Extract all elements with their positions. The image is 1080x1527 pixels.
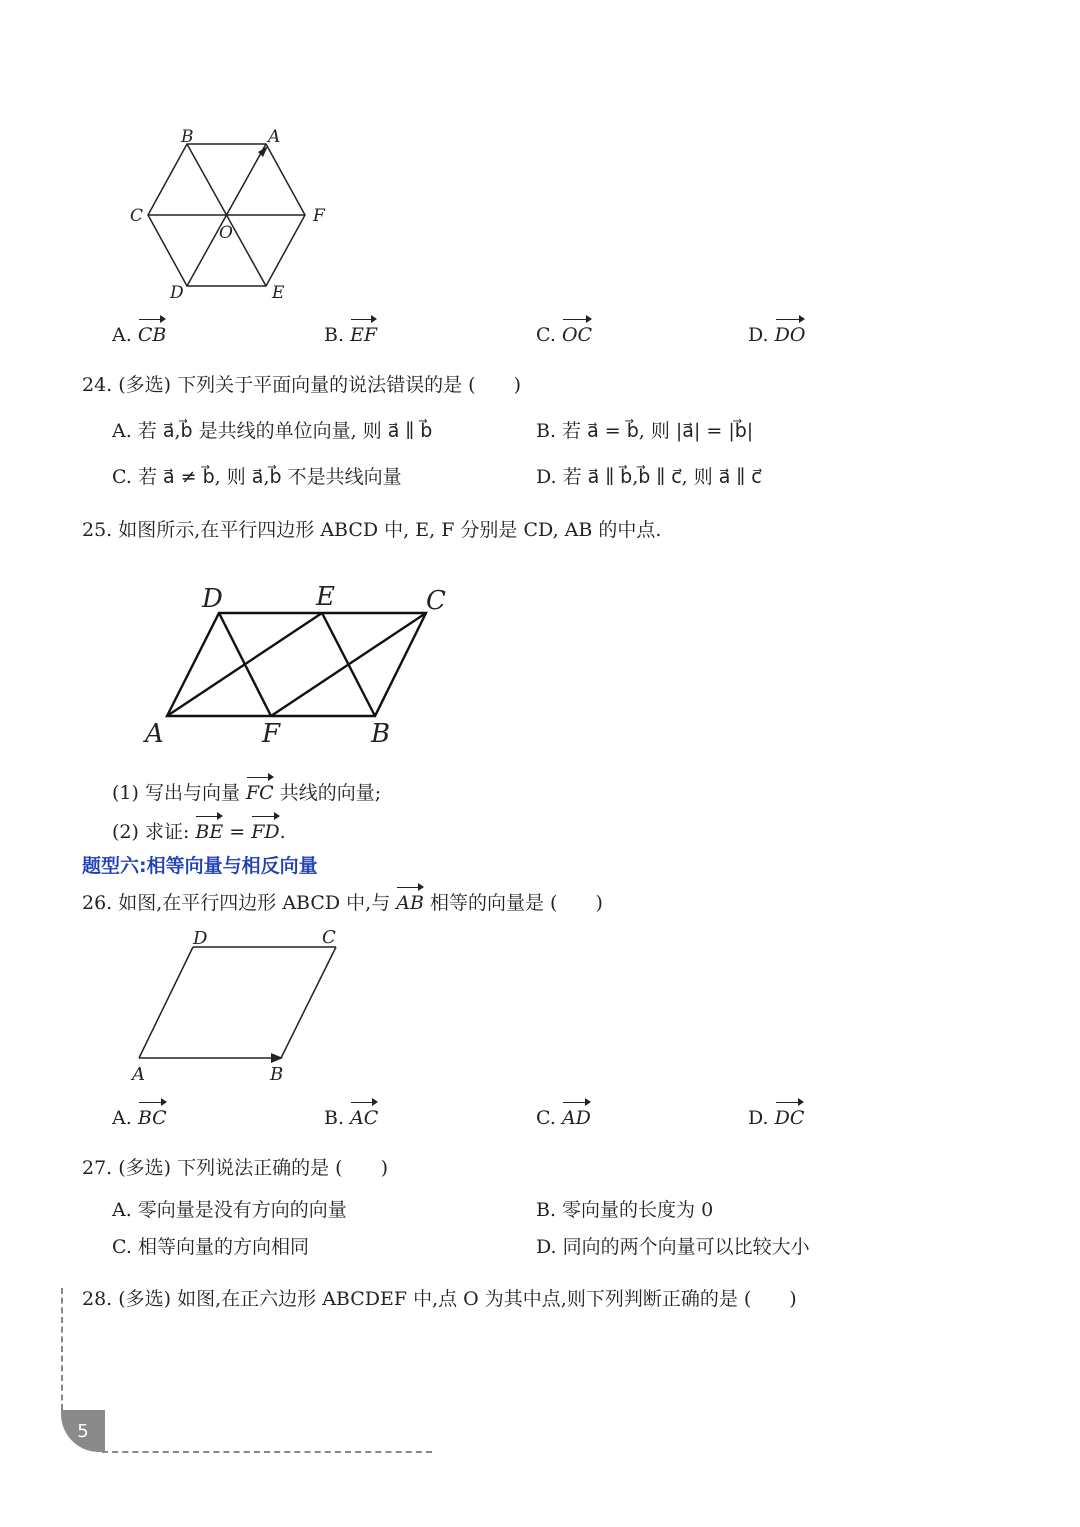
hexagon-figure bbox=[120, 120, 340, 305]
q25-subquestion-1 bbox=[112, 776, 381, 806]
q26-label-b: B bbox=[270, 1064, 284, 1085]
q25-label-e: E bbox=[316, 582, 335, 612]
q27-stem: 27. (多选) 下列说法正确的是 ( ) bbox=[82, 1157, 388, 1179]
q26-option-b-vector: AC bbox=[350, 1101, 378, 1131]
q24-option-b[interactable]: B. 若 a⃗ = b⃗, 则 |a⃗| = |b⃗| bbox=[536, 420, 754, 442]
q25-sub2-prefix: (2) 求证: bbox=[112, 821, 196, 843]
q24-option-a[interactable]: A. 若 a⃗,b⃗ 是共线的单位向量, 则 a⃗ ∥ b⃗ bbox=[112, 420, 433, 442]
q25-label-f: F bbox=[262, 719, 281, 749]
q25-label-a: A bbox=[145, 719, 164, 749]
q24-option-c[interactable]: C. 若 a⃗ ≠ b⃗, 则 a⃗,b⃗ 不是共线向量 bbox=[112, 466, 402, 488]
hex-label-b: B bbox=[181, 127, 194, 147]
parallelogram-figure-q26 bbox=[125, 922, 355, 1087]
q25-sub1-prefix: (1) 写出与向量 bbox=[112, 782, 246, 804]
q26-stem bbox=[82, 886, 603, 916]
q25-label-c: C bbox=[426, 586, 446, 616]
q26-option-d[interactable] bbox=[748, 1101, 804, 1131]
q26-option-b-letter: B. bbox=[324, 1107, 345, 1129]
margin-dashed-line-vertical bbox=[61, 1288, 63, 1410]
q23-option-d-letter: D. bbox=[748, 324, 769, 346]
q23-option-b-letter: B. bbox=[324, 324, 345, 346]
q25-label-d: D bbox=[202, 584, 223, 614]
q27-option-a[interactable]: A. 零向量是没有方向的向量 bbox=[112, 1199, 347, 1221]
q27-option-b[interactable]: B. 零向量的长度为 0 bbox=[536, 1199, 714, 1221]
q26-label-c: C bbox=[322, 927, 336, 948]
q23-option-c[interactable] bbox=[536, 318, 592, 348]
q26-stem-suffix: 相等的向量是 ( ) bbox=[423, 892, 603, 914]
q25-subquestion-2 bbox=[112, 815, 286, 845]
q26-stem-prefix: 26. 如图,在平行四边形 ABCD 中,与 bbox=[82, 892, 397, 914]
q24-option-d[interactable]: D. 若 a⃗ ∥ b⃗,b⃗ ∥ c⃗, 则 a⃗ ∥ c⃗ bbox=[536, 466, 762, 488]
q27-option-c[interactable]: C. 相等向量的方向相同 bbox=[112, 1236, 309, 1258]
q23-option-a-letter: A. bbox=[112, 324, 132, 346]
q23-option-d-vector: DO bbox=[775, 318, 806, 348]
q26-option-c-letter: C. bbox=[536, 1107, 556, 1129]
q25-sub2-vector-be: BE bbox=[195, 815, 223, 845]
q23-option-a[interactable] bbox=[112, 318, 166, 348]
q25-sub2-period: . bbox=[279, 821, 286, 843]
q26-option-a[interactable] bbox=[112, 1101, 167, 1131]
parallelogram-figure-q25 bbox=[135, 578, 465, 753]
hex-label-f: F bbox=[313, 206, 325, 226]
section-title: 题型六:相等向量与相反向量 bbox=[82, 855, 318, 877]
hex-label-a: A bbox=[268, 127, 281, 147]
q24-stem: 24. (多选) 下列关于平面向量的说法错误的是 ( ) bbox=[82, 374, 521, 396]
q25-label-b: B bbox=[371, 719, 391, 749]
q23-option-b-vector: EF bbox=[350, 318, 377, 348]
hex-label-e: E bbox=[272, 283, 285, 303]
q26-option-d-letter: D. bbox=[748, 1107, 769, 1129]
q26-option-b[interactable] bbox=[324, 1101, 378, 1131]
q25-sub1-vector: FC bbox=[246, 776, 274, 806]
q26-option-c[interactable] bbox=[536, 1101, 591, 1131]
hex-label-c: C bbox=[130, 206, 144, 226]
q26-stem-vector: AB bbox=[396, 886, 424, 916]
q26-option-a-vector: BC bbox=[138, 1101, 167, 1131]
q27-option-d[interactable]: D. 同向的两个向量可以比较大小 bbox=[536, 1236, 810, 1258]
hex-label-o: O bbox=[219, 223, 233, 243]
hex-label-d: D bbox=[170, 283, 184, 303]
q23-option-b[interactable] bbox=[324, 318, 377, 348]
q25-stem: 25. 如图所示,在平行四边形 ABCD 中, E, F 分别是 CD, AB 的中点. bbox=[82, 519, 662, 541]
q23-option-c-vector: OC bbox=[562, 318, 592, 348]
q23-option-c-letter: C. bbox=[536, 324, 556, 346]
q25-sub1-suffix: 共线的向量; bbox=[273, 782, 382, 804]
q26-option-a-letter: A. bbox=[112, 1107, 132, 1129]
q26-label-a: A bbox=[132, 1064, 145, 1085]
q26-label-d: D bbox=[193, 928, 208, 949]
q26-option-d-vector: DC bbox=[775, 1101, 805, 1131]
q23-option-d[interactable] bbox=[748, 318, 805, 348]
q26-option-c-vector: AD bbox=[562, 1101, 591, 1131]
q25-sub2-equals: = bbox=[223, 821, 252, 843]
q25-sub2-vector-fd: FD bbox=[251, 815, 279, 845]
q23-option-a-vector: CB bbox=[138, 318, 167, 348]
page-number: 5 bbox=[61, 1410, 105, 1452]
margin-dashed-line-horizontal bbox=[102, 1451, 432, 1453]
q28-stem: 28. (多选) 如图,在正六边形 ABCDEF 中,点 O 为其中点,则下列判断正确的是 ( ) bbox=[82, 1288, 797, 1310]
